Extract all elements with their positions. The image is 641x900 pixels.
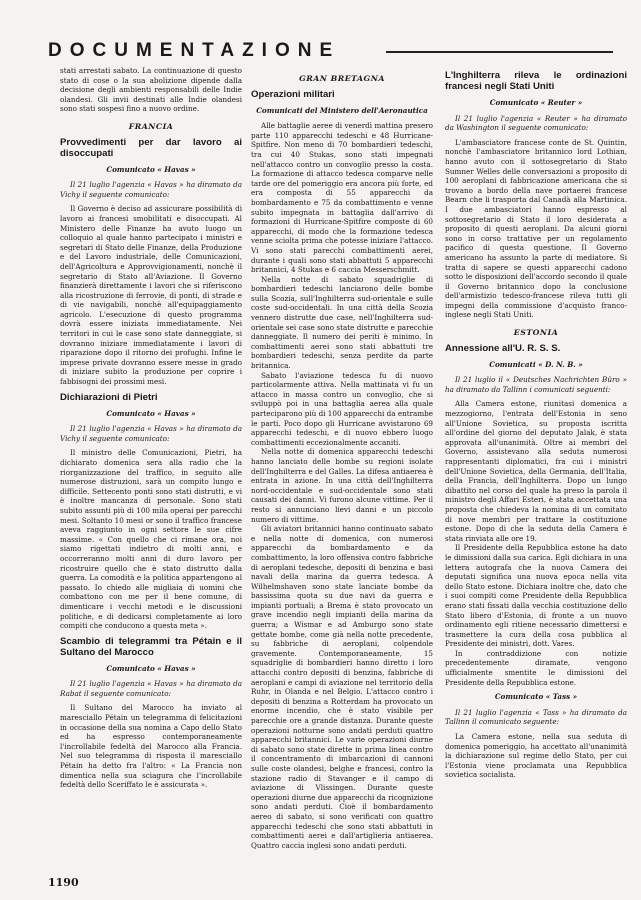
article-body: Il Governo è deciso ad assicurare possibilità di lavoro ai francesi smobilitati e disoccupati. Al Ministero delle Finanze ha avuto luogo un colloquio al quale hanno partecipato i ministri e segretari di Stato delle Finanze, della Produzione e del Lavoro industriale, delle Comunicazioni, dell'Agricoltura e Approvvigionamenti, nonchè il segretario di Stato all'Aviazione. Il Governo finanzierà direttamente i lavori che si riferiscono alla ricostruzione di ferrovie, di ponti, di strade e di vie navigabili, nonchè all'equipaggiamento agricolo. L'esecuzione di questo programma dovrà essere iniziata immediatamente. Nei territori in cui le case sono state danneggiate, si dovranno iniziare immediatamente i lavori di riparazione dopo il ritorno dei profughi. Infine le imprese private dovranno essere messe in grado di iniziare subito la produzione per coprire i fabbisogni dei prossimi mesi.: [60, 204, 242, 387]
article-title: Scambio di telegrammi tra Pétain e il Sultano del Marocco: [60, 635, 242, 658]
article-title: Provvedimenti per dar lavoro ai disoccupati: [60, 136, 242, 159]
column-2: [251, 66, 433, 855]
page-number: 1190: [48, 876, 79, 889]
article-title: L'Inghilterra rileva le ordinazioni francesi negli Stati Uniti: [445, 70, 627, 92]
article-title: Operazioni militari: [251, 88, 335, 100]
article-body: La Camera estone, nella sua seduta di domenica pomeriggio, ha accettato all'unanimità la dichiarazione sul regime dello Stato, per cui l'Estonia viene proclamata una Repubblica sovietica socialista.: [445, 732, 627, 780]
masthead: [48, 40, 613, 62]
article-title: Annessione all'U. R. S. S.: [445, 342, 561, 354]
article-source: Comunicato « Tass »: [494, 692, 578, 702]
country-heading-france: FRANCIA: [128, 121, 174, 131]
intro-text: stati arrestati sabato. La continuazione di questo stato di cose o la sua abolizione dipende dalla decisione degli ambienti responsabili delle Indie olandesi. Gli invii destinati alle Indie olandesi sono stati sospesi fino a nuovo ordine.: [60, 66, 242, 114]
article-lead: Il 21 luglio il « Deutsches Nachrichten Büro » ha diramato da Tallinn i comunicati seguenti:: [445, 375, 627, 394]
column-3: [445, 66, 627, 785]
column-1: [60, 66, 242, 795]
article-source: Comunicato « Reuter »: [489, 98, 583, 107]
article-lead: Il 21 luglio l'agenzia « Havas » ha diramato da Vichy il seguente comunicato:: [60, 180, 242, 199]
article-title: Dichiarazioni di Pietri: [60, 391, 158, 403]
article-lead: Il 21 luglio l'agenzia « Havas » ha diramato da Rabat il seguente comunicato:: [60, 679, 242, 698]
article-lead: Il 21 luglio l'agenzia « Havas » ha diramato da Vichy il seguente comunicato:: [60, 424, 242, 443]
article-body: Il Sultano del Marocco ha inviato al maresciallo Pétain un telegramma di felicitazioni in occasione della sua nomina a Capo dello Stato ed ha espresso contemporaneamente l'incrollabile fedeltà del Marocco alla Francia. Nel suo telegramma di risposta il maresciallo Pétain ha detto fra l'altro: « La Francia non dimentica nella sua sciagura che l'incrollabile fedeltà dello Sceriffato le è assicurata ».: [60, 703, 242, 790]
article-source: Comunicato « Havas »: [106, 408, 196, 418]
article-lead: Il 21 luglio l'agenzia « Tass » ha diramato da Tallinn il comunicato seguente:: [445, 707, 627, 727]
section-title: DOCUMENTAZIONE: [48, 40, 341, 61]
article-source: Comunicati « D. N. B. »: [489, 359, 583, 369]
masthead-rule: [386, 51, 613, 53]
article-body: Alla Camera estone, riunitasi domenica a mezzogiorno, l'entrata dell'Estonia in seno all'Unione Sovietica, su proposta iscritta all'ordine del giorno del deputato Jalak, è stata approvata all'unanimità. Oltre ai membri del Governo, assistevano alla seduta numerosi rappresentanti diplomatici, fra cui i ministri dell'Unione Sovietica, della Germania, dell'Italia, della Francia, dell'Inghilterra. Dopo un lungo dibattito nel corso del quale ha preso la parola il ministro degli Affari Esteri, è stata accettata una proposta che chiedeva la nomina di un comitato di nove membri per trattare la costituzione estone. Dopo di che la seduta della Camera è stata rinviata alle ore 19. Il Presidente della Repubblica estone ha dato le dimissioni dalla sua carica. Egli dichiara in una lettera autografa che la nuova Camera dei deputati significa una nuova epoca nella vita dello Stato estone. Dichiara inoltre che, dato che i suoi compiti come Presidente della Repubblica erano stati fissati dalla vecchia costituzione dello Stato libero d'Estonia, di fronte a un nuovo ordinamento egli ritiene necessario dimettersi e trasmettere la cura della cosa pubblica al Presidente dei ministri, dott. Vares. In contraddizione con notizie precedentemente diramate, vengono ufficialmente smentite le dimissioni del Presidente della Repubblica estone.: [445, 399, 627, 687]
article-body: Il ministro delle Comunicazioni, Pietri, ha dichiarato domenica sera alla radio che la riorganizzazione del traffico, in seguito alle numerose distruzioni, sarà un compito lungo e difficile. Settecento ponti sono stati distrutti, e vi è inoltre mancanza di personale. Sono stati subito assunti più di 100 mila operai per parecchi mesi. Soltanto 10 mesi or sono il traffico francese aveva raggiunto in ogni settore le sue cifre massime. « Con quello che ci rimane ora, noi siamo rigettati indietro di molti anni, e occorreranno molti anni di duro lavoro per ricostruire quello che è stato distrutto dalla guerra. La comodità e la politica appartengono al passato. Io chiedo alle migliaia di uomini che combattono con me per il bene comune, di dimenticare i vecchi metodi e le discussioni politiche, e di dedicarsi completamente ai loro compiti che conducono a questa meta ».: [60, 448, 242, 631]
country-heading-estonia: ESTONIA: [513, 328, 559, 338]
article-lead: Il 21 luglio l'agenzia « Reuter » ha diramato da Washington il seguente comunicato:: [445, 113, 627, 133]
article-source: Comunicati del Ministero dell'Aeronautica: [256, 105, 428, 115]
article-body: Alle battaglie aeree di venerdì mattina presero parte 110 apparecchi tedeschi e 48 Hurricane-Spitfire. Non meno di 70 bombardieri tedeschi, tra cui 40 Stukas, sono stati impegnati nell'attacco contro un convoglio presso la costa. La formazione di attacco tedesca comparve nelle tarde ore del pomeriggio era ancora più forte, ed era composta di 55 apparecchi da bombardamento e 75 da combattimento e venne subito impegnata in battaglia dall'arrivo di formazioni di Hurricane-Spitfire composte di 60 apparecchi, di modo che la formazione tedesca venne sciolta prima che potesse iniziare l'attacco. Vi sono stati parecchi combattimenti aerei, durante i quali sono stati abbattuti 5 apparecchi britannici, 4 Stukas e 6 caccia Messerschmitt. Nella notte di sabato squadriglie di bombardieri tedeschi lanciarono delle bombe sulla Scozia, sull'Inghilterra sud-orientale e sulle coste sud-occidentali. In una città della Scozia vennero distrutte due case, nell'Inghilterra sud-orientale sei case sono state distrutte e parecchie danneggiate. Il numero dei periti è minimo. In combattimenti aerei sono stati abbattuti tre bombardieri tedeschi, senza perdite da parte britannica. Sabato l'aviazione tedesca fu di nuovo particolarmente attiva. Nella mattinata vi fu un attacco in massa contro un convoglio, che si sviluppò poi in una battaglia aerea alla quale parteciparono più di 100 apparecchi da entrambe le parti. Poco dopo gli Hurricane avvistarono 69 apparecchi tedeschi, e di nuovo ebbero luogo combattimenti eccezionalmente accaniti. Nella notte di domenica apparecchi tedeschi hanno lanciato delle bombe su regioni isolate dell'Inghilterra e del Galles. La difesa antiaerea è entrata in azione. In una città dell'Inghilterra nord-occidentale e sud-occidentale sono stati causati dei danni. Vi furono alcune vittime. Per il resto si annunciano lievi danni e un piccolo numero di vittime. Gli aviatori britannici hanno continuato sabato e nella notte di domenica, con numerosi apparecchi da bombardamento e da combattimento, la loro offensiva contro fabbriche di aeroplani tedesche, depositi di benzina e basi navali della marina da guerra tedesca. A Wilhelmshaven sono state lanciate bombe da bassissima quota su due navi da guerra e impianti portuali; a Brema è stato provocato un grave incendio negli impianti della marina da guerra; a Wismar e ad Amburgo sono state gettate bombe, come già nella notte precedente, su fabbriche di aeroplani, colpendole gravemente. Contemporaneamente, 15 squadriglie di bombardieri hanno diretto i loro attacchi contro depositi di benzina, fabbriche di aeroplani e campi di aviazione nel territorio della Ruhr, in Olanda e nel Belgio. L'attacco contro i depositi di benzina a Rotterdam ha provocato un enorme incendio, che è stato visibile per parecchie ore a grande distanza. Durante queste operazioni notturne sono andati perduti quattro apparecchi britannici. Le varie operazioni diurne di sabato sono state dirette in prima linea contro il concentramento di imbarcazioni di cannoni sulle coste olandesi, belghe e francesi, contro la stazione radio di Stavanger e il campo di aviazione di Vlissingen. Durante queste operazioni diurne due apparecchi da ricognizione sono andati perduti. Cioè il bombardamento aereo di sabato, si sono verificati con quattro apparecchi tedeschi che sono stati abbattuti in combattimenti aerei e dall'artiglieria antiaerea. Quattro caccia inglesi sono andati perduti.: [251, 121, 433, 850]
article-source: Comunicato « Havas »: [106, 663, 196, 673]
country-heading-gb: GRAN BRETAGNA: [299, 74, 385, 83]
article-body: L'ambasciatore francese conte de St. Quintin, nonchè l'ambasciatore britannico lord Lothian, hanno avuto con il sottosegretario di Stato Sumner Welles delle conversazioni a proposito di 100 aeroplani di fabbricazione americana che si trovano a bordo della nave portaerei francese Bearn che li trasporta dal Canadà alla Martinica. I due ambasciatori hanno espresso al sottosegretario di Stato il loro desiderata a proposito di questi aeroplani. Da alcuni giorni sono in corso trattative per un regolamento pacifico di questa questione. Il Governo americano ha assunto la parte di mediatore. Si tratta di sapere se questi apparecchi cadono sotto le disposizioni dell'accordo secondo il quale il Governo britannico dopo la conclusione dell'armistizio tedesco-francese rileva tutti gli impegni della commissione d'acquisto franco-inglese negli Stati Uniti.: [445, 137, 627, 320]
article-source: Comunicato « Havas »: [106, 164, 196, 174]
